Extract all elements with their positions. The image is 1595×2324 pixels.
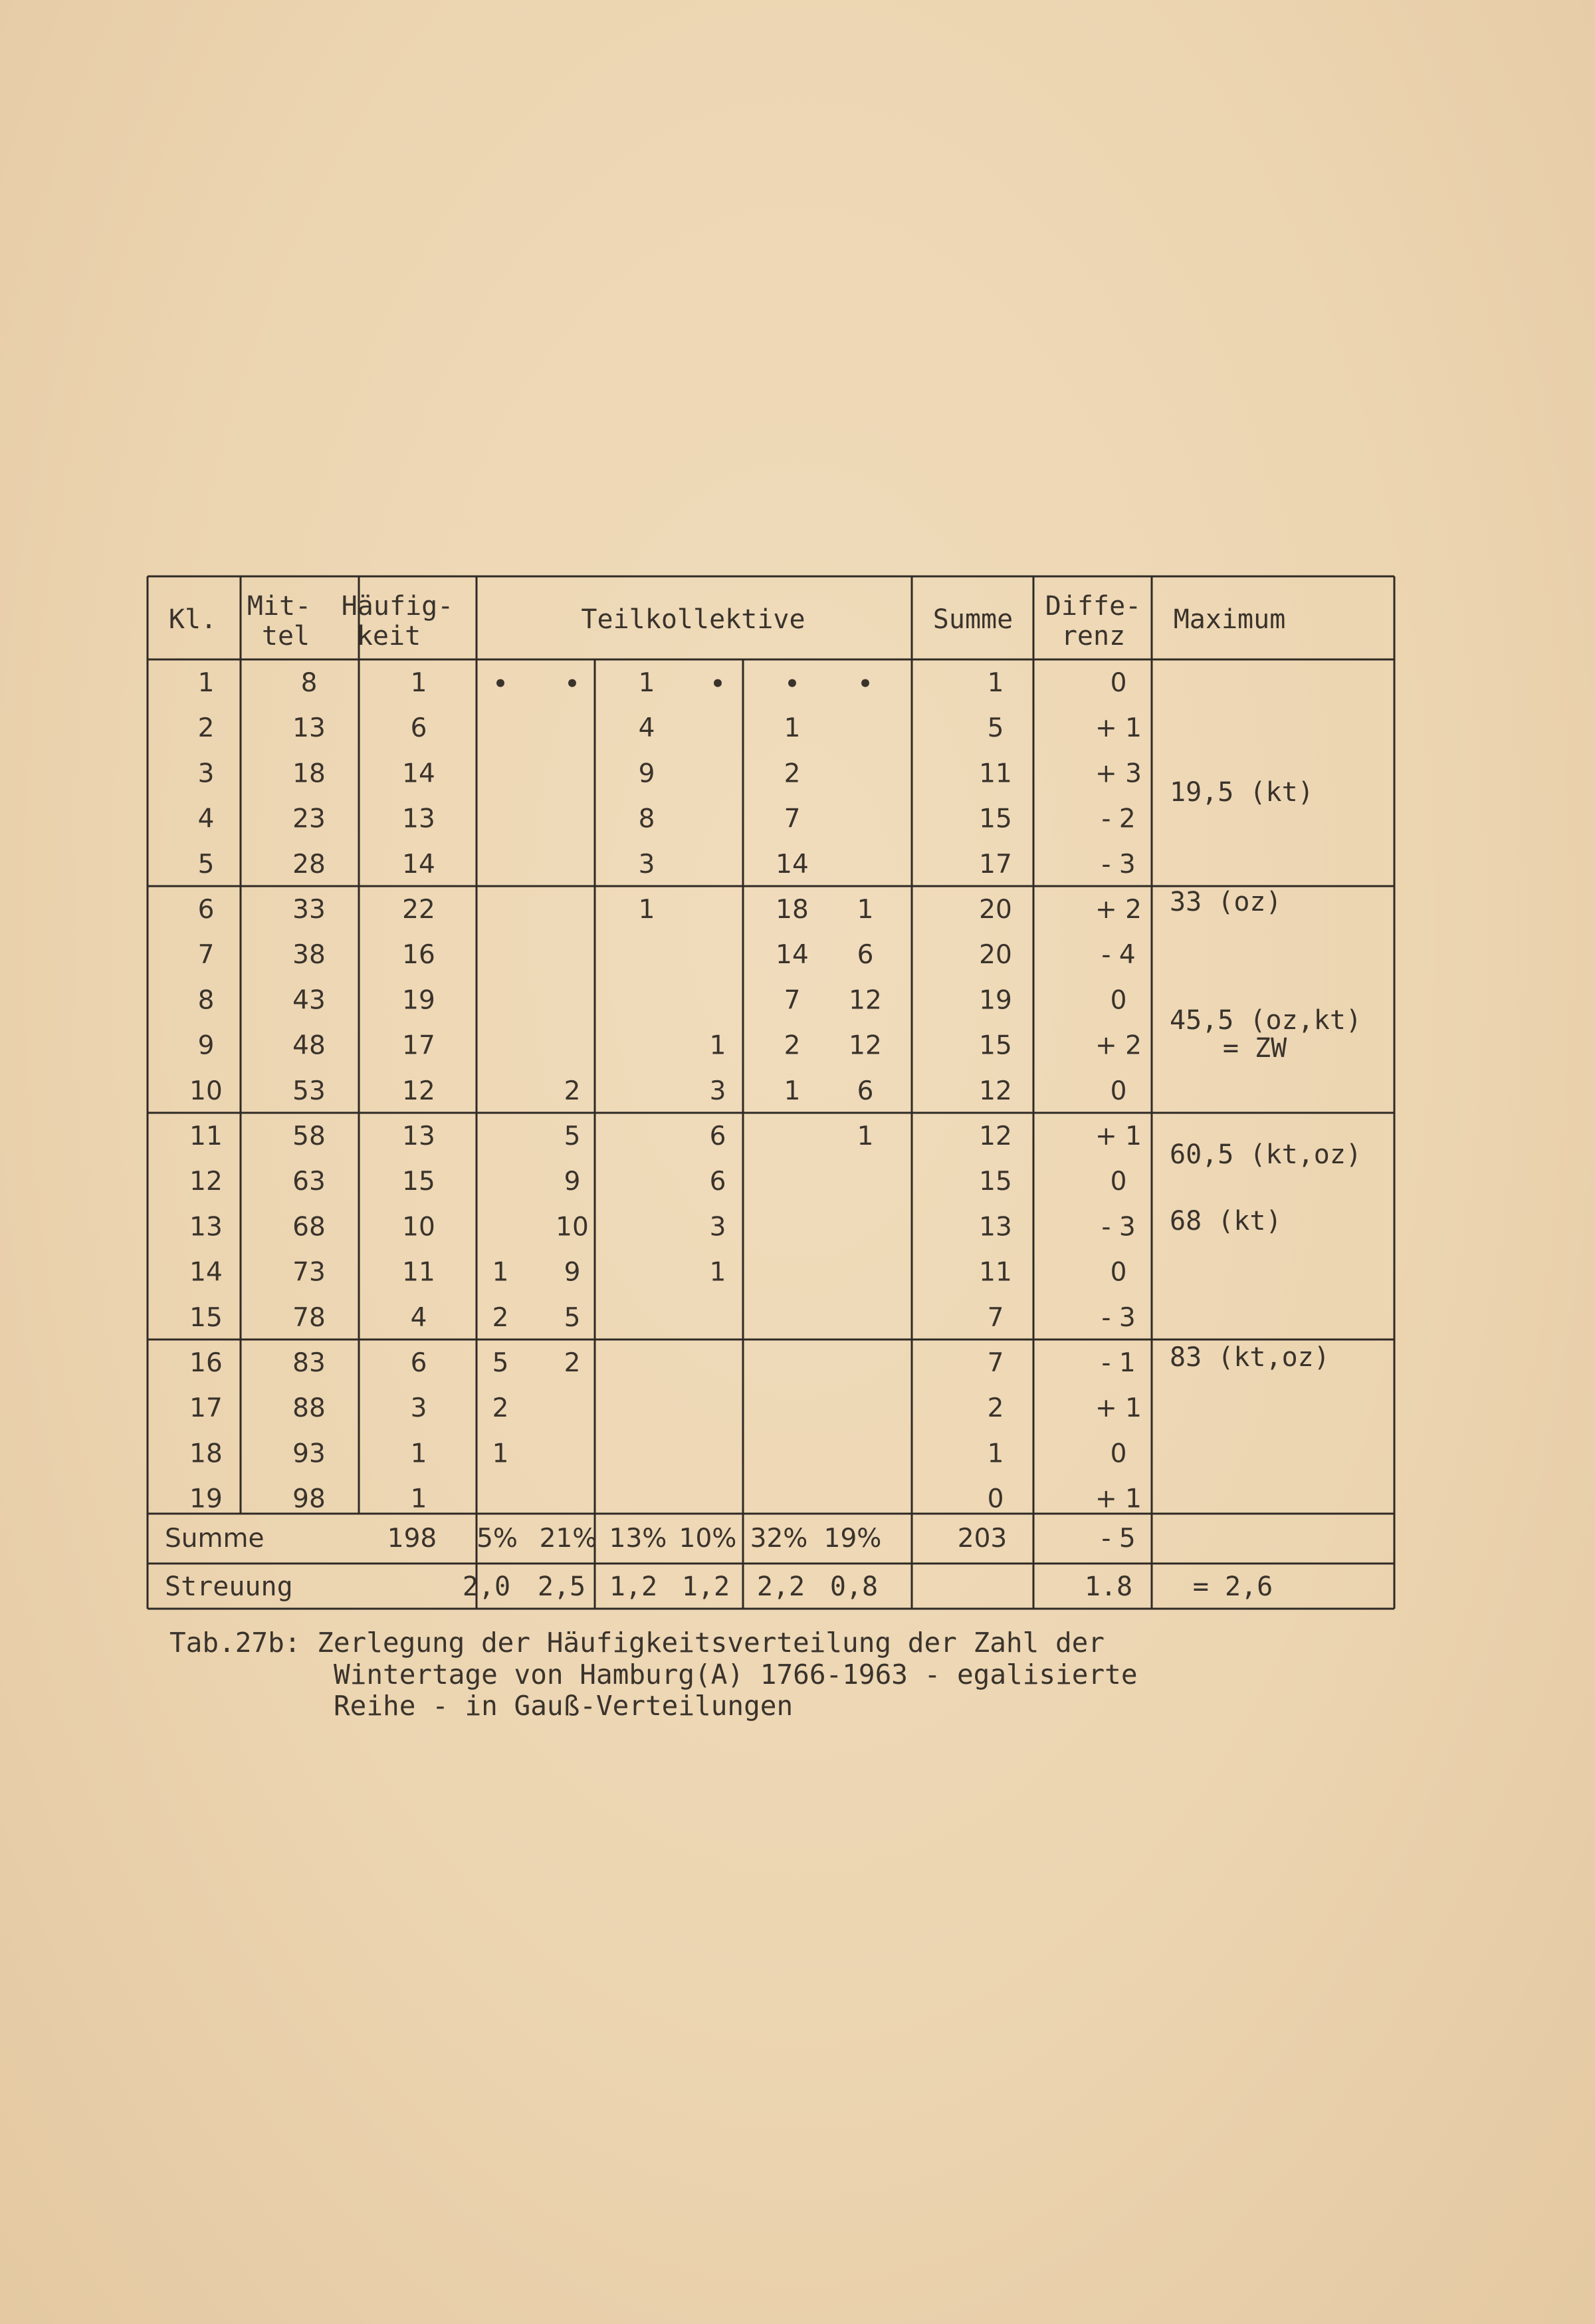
cell-hk: 14 <box>402 849 435 879</box>
cell-hk: 12 <box>402 1076 435 1106</box>
cell-diff: - 1 <box>1101 1348 1136 1378</box>
table-row <box>189 1167 1126 1197</box>
cell-t5: 1 <box>784 1076 801 1106</box>
cell-kl: 19 <box>189 1484 223 1514</box>
cell-mittel: 28 <box>292 849 326 879</box>
cell-diff: - 3 <box>1101 849 1136 879</box>
cell-diff: - 3 <box>1101 1302 1136 1333</box>
header-haeufigkeit-line1: Häufig- <box>341 591 454 622</box>
streuung-t3: 1,2 <box>609 1571 658 1602</box>
cell-mittel: 58 <box>292 1121 326 1151</box>
cell-kl: 16 <box>189 1348 223 1378</box>
cell-diff: + 3 <box>1095 758 1142 789</box>
cell-diff: - 3 <box>1101 1212 1136 1242</box>
table-row <box>198 895 1142 925</box>
header-summe: Summe <box>932 604 1013 635</box>
cell-t6: 1 <box>857 895 874 925</box>
cell-diff: + 1 <box>1095 1121 1142 1151</box>
cell-summe: 20 <box>979 895 1012 925</box>
cell-diff: - 4 <box>1101 940 1136 971</box>
table-row <box>189 1439 1126 1468</box>
cell-kl: 15 <box>189 1302 223 1333</box>
table-row <box>189 1258 1126 1288</box>
cell-kl: 9 <box>197 1030 215 1061</box>
cell-t5: 14 <box>776 940 809 971</box>
maximum-annotation: 33 (oz) <box>1170 887 1282 917</box>
cell-t2: 9 <box>564 1167 581 1197</box>
cell-hk: 16 <box>402 940 435 971</box>
cell-t3: 1 <box>638 668 655 698</box>
cell-t4: 1 <box>709 1030 726 1061</box>
cell-t3: 9 <box>638 758 655 789</box>
streuung-t2: 2,5 <box>537 1571 586 1602</box>
header-differenz-line1: Diffe- <box>1045 591 1142 622</box>
cell-summe: 15 <box>979 804 1012 834</box>
cell-diff: 0 <box>1110 1257 1127 1288</box>
maximum-annotation: 68 (kt) <box>1170 1206 1282 1236</box>
streuung-row <box>165 1571 1273 1602</box>
summe-label: Summe <box>165 1524 265 1554</box>
cell-mittel: 18 <box>292 758 326 789</box>
cell-t5: 2 <box>784 1030 801 1061</box>
cell-t4: • <box>710 671 725 697</box>
cell-diff: + 1 <box>1095 1484 1142 1514</box>
cell-hk: 13 <box>402 804 435 834</box>
cell-t6: 6 <box>857 1076 874 1106</box>
streuung-diff: 1.8 <box>1084 1571 1133 1602</box>
cell-t5: 1 <box>784 713 801 744</box>
summe-t3: 13% <box>609 1524 667 1554</box>
cell-t6: • <box>858 671 873 697</box>
cell-t1: • <box>493 671 508 697</box>
table-row <box>189 1303 1135 1333</box>
caption-line: Wintertage von Hamburg(A) 1766-1963 - egalisierte <box>334 1659 1138 1690</box>
cell-t5: 14 <box>776 849 809 879</box>
cell-summe: 12 <box>979 1121 1012 1151</box>
cell-t1: 2 <box>492 1302 509 1333</box>
cell-t6: 6 <box>857 940 874 971</box>
cell-hk: 14 <box>402 758 435 789</box>
cell-diff: + 1 <box>1095 1393 1142 1424</box>
summe-hk: 198 <box>387 1524 437 1554</box>
cell-summe: 7 <box>987 1348 1004 1378</box>
cell-mittel: 13 <box>292 713 326 744</box>
cell-summe: 1 <box>987 1439 1004 1469</box>
cell-t5: 18 <box>776 895 809 925</box>
cell-mittel: 83 <box>292 1348 326 1378</box>
cell-kl: 3 <box>197 758 215 789</box>
cell-t2: 2 <box>564 1076 581 1106</box>
cell-summe: 0 <box>987 1484 1004 1514</box>
cell-hk: 3 <box>410 1393 427 1424</box>
maximum-annotation: 60,5 (kt,oz) <box>1170 1139 1362 1170</box>
cell-kl: 13 <box>189 1212 223 1242</box>
cell-summe: 15 <box>979 1030 1012 1061</box>
cell-summe: 11 <box>979 1257 1012 1288</box>
summe-t5: 32% <box>750 1524 808 1554</box>
cell-t6: 1 <box>857 1121 874 1151</box>
cell-t2: 9 <box>564 1257 581 1288</box>
summe-t6: 19% <box>823 1524 882 1554</box>
cell-t4: 3 <box>709 1212 726 1242</box>
cell-kl: 12 <box>189 1167 223 1197</box>
cell-summe: 15 <box>979 1167 1012 1197</box>
table-row <box>189 1348 1135 1378</box>
cell-hk: 22 <box>402 895 435 925</box>
cell-diff: + 1 <box>1095 713 1142 744</box>
cell-mittel: 93 <box>292 1439 326 1469</box>
cell-summe: 12 <box>979 1076 1012 1106</box>
cell-mittel: 63 <box>292 1167 326 1197</box>
cell-mittel: 33 <box>292 895 326 925</box>
cell-hk: 6 <box>410 713 427 744</box>
table-row <box>189 1121 1142 1151</box>
cell-mittel: 43 <box>292 985 326 1016</box>
cell-summe: 19 <box>979 985 1012 1016</box>
cell-diff: 0 <box>1110 1167 1127 1197</box>
cell-hk: 15 <box>402 1167 435 1197</box>
header-differenz-line2: renz <box>1061 621 1126 651</box>
cell-t3: 4 <box>638 713 655 744</box>
summe-t1: 5% <box>477 1524 518 1554</box>
summe-row <box>165 1524 1136 1554</box>
cell-mittel: 68 <box>292 1212 326 1242</box>
streuung-t5: 2,2 <box>756 1571 805 1602</box>
cell-t4: 1 <box>709 1257 726 1288</box>
cell-t6: 12 <box>849 1030 882 1061</box>
cell-t4: 6 <box>709 1167 726 1197</box>
cell-t3: 1 <box>638 895 655 925</box>
table-row <box>198 804 1136 834</box>
cell-mittel: 78 <box>292 1302 326 1333</box>
cell-mittel: 53 <box>292 1076 326 1106</box>
maximum-annotation: 83 (kt,oz) <box>1170 1342 1330 1373</box>
cell-summe: 11 <box>979 758 1012 789</box>
cell-t5: • <box>785 671 799 697</box>
cell-t1: 1 <box>492 1439 509 1469</box>
cell-t3: 8 <box>638 804 655 834</box>
cell-t5: 2 <box>784 758 801 789</box>
cell-diff: 0 <box>1110 1439 1127 1469</box>
cell-summe: 5 <box>987 713 1004 744</box>
maximum-annotation: = ZW <box>1222 1033 1287 1064</box>
table-row <box>189 1393 1142 1423</box>
cell-kl: 6 <box>197 895 215 925</box>
caption-line: Tab.27b: Zerlegung der Häufigkeitsverteilung der Zahl der <box>169 1627 1105 1659</box>
header-teilkollektive: Teilkollektive <box>581 604 805 635</box>
streuung-max: = 2,6 <box>1192 1571 1273 1602</box>
cell-t6: 12 <box>849 985 882 1016</box>
cell-t2: 5 <box>564 1302 581 1333</box>
cell-summe: 17 <box>979 849 1012 879</box>
maximum-annotation: 45,5 (oz,kt) <box>1170 1005 1362 1036</box>
table-row <box>198 668 1127 698</box>
summe-total: 203 <box>957 1524 1008 1554</box>
table-row <box>198 985 1127 1015</box>
cell-t1: 2 <box>492 1393 509 1424</box>
streuung-t1: 2,0 <box>462 1571 511 1602</box>
cell-kl: 5 <box>197 849 215 879</box>
cell-summe: 2 <box>987 1393 1004 1424</box>
cell-kl: 8 <box>197 985 215 1016</box>
summe-t4: 10% <box>679 1524 737 1554</box>
cell-t2: 5 <box>564 1121 581 1151</box>
table-grid <box>148 576 1394 1609</box>
cell-hk: 4 <box>410 1302 427 1333</box>
summe-diff: - 5 <box>1101 1524 1136 1554</box>
cell-kl: 2 <box>197 713 215 744</box>
cell-kl: 18 <box>189 1439 223 1469</box>
cell-diff: + 2 <box>1095 1030 1142 1061</box>
cell-diff: 0 <box>1110 985 1127 1016</box>
data-table <box>165 591 1362 1602</box>
cell-mittel: 38 <box>292 940 326 971</box>
header-mittel-line2: tel <box>261 621 310 651</box>
table-row <box>198 940 1136 970</box>
table-row <box>198 850 1136 879</box>
cell-t5: 7 <box>784 804 801 834</box>
cell-kl: 7 <box>197 940 215 971</box>
cell-t1: 1 <box>492 1257 509 1288</box>
cell-mittel: 98 <box>292 1484 326 1514</box>
streuung-t4: 1,2 <box>681 1571 730 1602</box>
cell-kl: 11 <box>189 1121 223 1151</box>
cell-mittel: 23 <box>292 804 326 834</box>
summe-t2: 21% <box>539 1524 597 1554</box>
cell-t2: • <box>565 671 580 697</box>
cell-kl: 14 <box>189 1257 223 1288</box>
cell-diff: - 2 <box>1101 804 1136 834</box>
table-row <box>189 1076 1126 1106</box>
header-kl: Kl. <box>168 604 217 635</box>
cell-t3: 3 <box>638 849 655 879</box>
cell-hk: 1 <box>410 1484 427 1514</box>
cell-hk: 17 <box>402 1030 435 1061</box>
cell-t5: 7 <box>784 985 801 1016</box>
streuung-t6: 0,8 <box>829 1571 879 1602</box>
cell-summe: 1 <box>987 668 1004 698</box>
cell-hk: 1 <box>410 668 427 698</box>
cell-hk: 6 <box>410 1348 427 1378</box>
header-mittel-line1: Mit- <box>247 591 312 622</box>
cell-t4: 6 <box>709 1121 726 1151</box>
streuung-label: Streuung <box>165 1571 293 1602</box>
table-row <box>189 1212 1135 1242</box>
cell-hk: 19 <box>402 985 435 1016</box>
cell-t2: 2 <box>564 1348 581 1378</box>
table-row <box>189 1484 1142 1514</box>
table-row <box>198 758 1142 788</box>
header-maximum: Maximum <box>1173 604 1286 635</box>
table-row <box>198 713 1142 743</box>
cell-hk: 10 <box>402 1212 435 1242</box>
cell-diff: 0 <box>1110 1076 1127 1106</box>
cell-kl: 1 <box>197 668 215 698</box>
table-row <box>198 1031 1142 1061</box>
cell-summe: 20 <box>979 940 1012 971</box>
cell-mittel: 8 <box>300 668 318 698</box>
cell-mittel: 73 <box>292 1257 326 1288</box>
table-caption <box>169 1627 1138 1722</box>
cell-diff: 0 <box>1110 668 1127 698</box>
header-haeufigkeit-line2: keit <box>356 621 421 651</box>
cell-t1: 5 <box>492 1348 509 1378</box>
cell-kl: 17 <box>189 1393 223 1424</box>
cell-summe: 7 <box>987 1302 1004 1333</box>
cell-t2: 10 <box>556 1212 589 1242</box>
caption-line: Reihe - in Gauß-Verteilungen <box>334 1690 794 1722</box>
cell-t4: 3 <box>709 1076 726 1106</box>
maximum-annotation: 19,5 (kt) <box>1170 777 1314 808</box>
cell-diff: + 2 <box>1095 895 1142 925</box>
cell-kl: 4 <box>197 804 215 834</box>
cell-kl: 10 <box>189 1076 223 1106</box>
cell-summe: 13 <box>979 1212 1012 1242</box>
cell-mittel: 88 <box>292 1393 326 1424</box>
cell-hk: 1 <box>410 1439 427 1469</box>
cell-hk: 13 <box>402 1121 435 1151</box>
cell-mittel: 48 <box>292 1030 326 1061</box>
cell-hk: 11 <box>402 1257 435 1288</box>
